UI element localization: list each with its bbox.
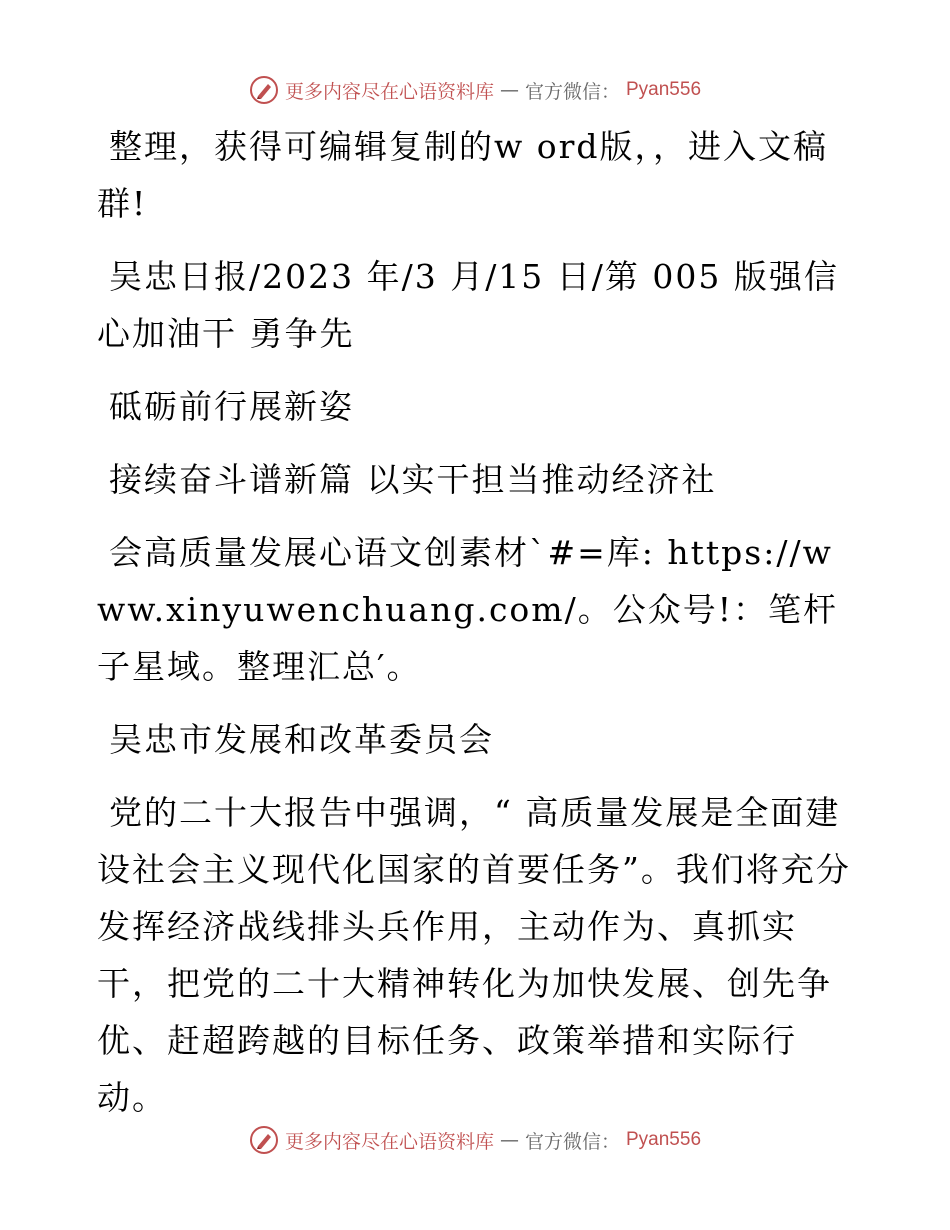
banner-handle: Pyan556 <box>626 79 702 100</box>
banner-label: 官方微信： <box>524 1130 620 1153</box>
paragraph: 砥砺前行展新姿 <box>109 387 354 426</box>
banner-handle: Pyan556 <box>626 1129 702 1150</box>
footer-banner <box>0 1120 950 1160</box>
paragraph: 接续奋斗谱新篇 以实干担当推动经济社 <box>109 460 717 499</box>
banner-dash: — <box>499 1129 519 1151</box>
paragraph: 会高质量发展心语文创素材`#=库: https://www.xinyuwenchuang.com/。公众号!：笔杆子星域。整理汇总′。 <box>97 533 838 686</box>
banner-label: 官方微信： <box>524 80 620 103</box>
paragraph: 党的二十大报告中强调，“ 高质量发展是全面建设社会主义现代化国家的首要任务”。我们将充分发挥经济战线排头兵作用，主动作为、真抓实干，把党的二十大精神转化为加快发展、创先争优、赶超跨越的目标任务、政策举措和实际行动。 <box>97 793 851 1117</box>
paragraph: 整理，获得可编辑复制的w ord版，，进入文稿群! <box>97 127 829 223</box>
paragraph: 吴忠日报/2023 年/3 月/15 日/第 005 版强信心加油干 勇争先 <box>97 257 839 353</box>
paragraph: 吴忠市发展和改革委员会 <box>109 720 494 759</box>
pen-logo-icon <box>249 75 279 105</box>
banner-dash: — <box>499 79 519 101</box>
document-body <box>97 118 857 1142</box>
banner-text: 更多内容尽在心语资料库 <box>284 80 494 103</box>
pen-logo-icon <box>249 1125 279 1155</box>
banner-text: 更多内容尽在心语资料库 <box>284 1130 494 1153</box>
header-banner <box>0 70 950 110</box>
